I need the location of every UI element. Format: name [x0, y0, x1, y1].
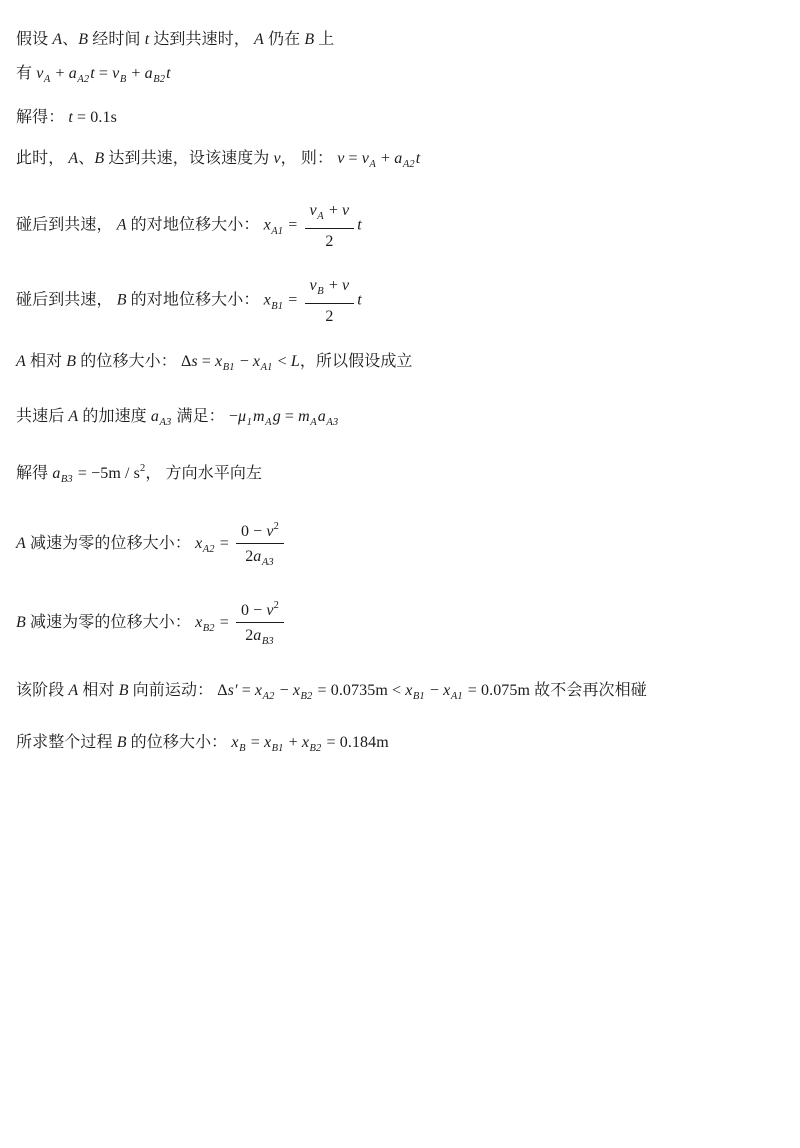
solution-line-1: 假设 A、B 经时间 t 达到共速时， A 仍在 B 上	[16, 31, 335, 48]
solution-line-3: 解得： t = 0.1s	[16, 109, 117, 126]
solution-line-13: 所求整个过程 B 的位移大小： $x_B = x_{B1} + x_{B2} = 0.184m$	[16, 734, 389, 754]
solution-line-8: 共速后 A 的加速度 $a_{A3}$ 满足： $-\mu_1m_Ag = m_Aa_{A3}$	[16, 408, 339, 428]
fraction: $\frac{0 - v^2}{2a_{A3}}$	[236, 516, 284, 573]
fraction: $\frac{0 - v^2}{2a_{B3}}$	[236, 595, 284, 652]
solution-line-6: 碰后到共速， B 的对地位移大小： $x_{B1}$ = $\frac{v_B + v}{2}$ t	[16, 277, 362, 325]
solution-line-9: 解得 $a_{B3} = -5m / s^2$， 方向水平向左	[16, 463, 263, 485]
fraction: $\frac{v_B + v}{2}$	[305, 275, 355, 327]
solution-line-11: B 减速为零的位移大小： $x_{B2}$ = $\frac{0 - v^2}{2a_{B3}}$	[16, 595, 790, 652]
solution-line-5: 碰后到共速， A 的对地位移大小： $x_{A1}$ = $\frac{v_A + v}{2}$ t	[16, 202, 362, 250]
solution-line-4: 此时， A、B 达到共速，设该速度为 v， 则： $v = v_A + a_{A2}t$	[16, 150, 421, 170]
solution-line-10: A 减速为零的位移大小： $x_{A2}$ = $\frac{0 - v^2}{2a_{A3}}$	[16, 516, 790, 573]
fraction: $\frac{v_A + v}{2}$	[305, 200, 355, 252]
solution-line-7: A 相对 B 的位移大小： $\Delta s = x_{B1} - x_{A1} < L$，所以假设成立	[16, 353, 413, 373]
solution-line-12: 该阶段 A 相对 B 向前运动： $\Delta s' = x_{A2} - x_{B2} = 0.0735m < x_{B1} - x_{A1} = 0.075m$ 故不会再次相碰	[16, 682, 647, 702]
solution-line-2: 有 $v_A + a_{A2}t = v_B + a_{B2}t$	[16, 65, 171, 85]
